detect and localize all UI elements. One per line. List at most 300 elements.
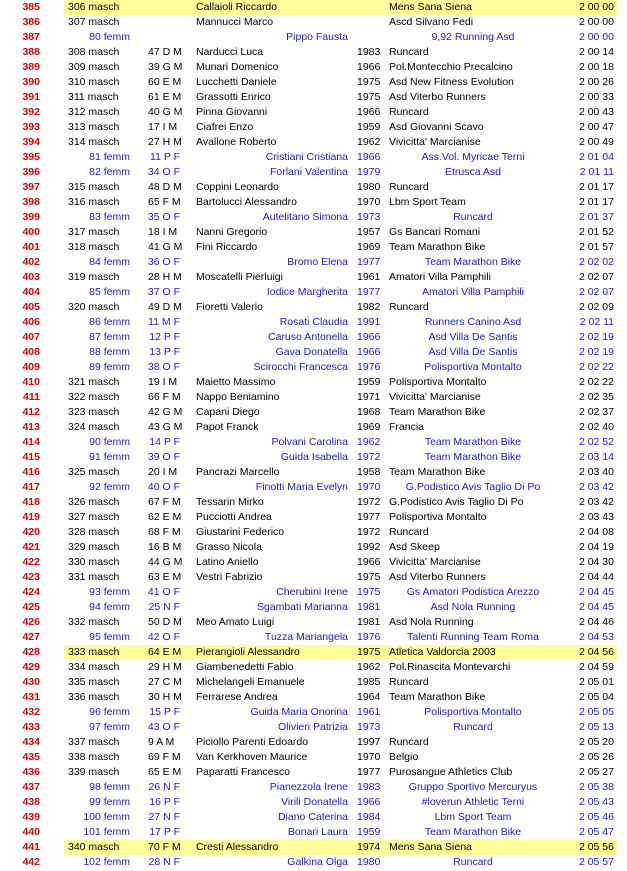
- position-cell: 403: [22, 271, 40, 283]
- table-row: [0, 465, 627, 480]
- bib-gender-cell: 336 masch: [68, 691, 120, 703]
- birth-year-cell: [357, 0, 387, 15]
- bib-gender-cell: 80 femm: [89, 31, 130, 43]
- birth-year-cell: 1966: [357, 331, 381, 343]
- bib-gender-cell: 310 masch: [68, 76, 120, 88]
- category-cell: 48 D M: [148, 181, 182, 193]
- birth-year-cell: 1983: [357, 781, 381, 793]
- club-cell: Team Marathon Bike: [424, 256, 522, 268]
- position-cell: 412: [22, 406, 40, 418]
- club-cell: Pol.Rinascita Montevarchi: [389, 661, 511, 673]
- table-row: [0, 150, 627, 165]
- category-cell: 19 I M: [148, 376, 178, 388]
- birth-year-cell: 1966: [357, 346, 381, 358]
- birth-year-cell: [357, 15, 387, 30]
- club-cell: Asd Skeep: [389, 541, 440, 553]
- table-row: [0, 435, 627, 450]
- category-cell: 42 O F: [147, 631, 180, 643]
- birth-year-cell: 1977: [357, 256, 381, 268]
- table-row: [0, 495, 627, 510]
- finish-time-cell: 2 02 19: [578, 346, 614, 358]
- category-cell: 17 I M: [148, 121, 178, 133]
- finish-time-cell: 2 05 13: [578, 721, 614, 733]
- bib-gender-cell: 307 masch: [68, 16, 120, 28]
- birth-year-cell: 1961: [357, 706, 381, 718]
- bib-gender-cell: 89 femm: [89, 361, 130, 373]
- club-cell: Polisportiva Montalto: [389, 376, 487, 388]
- bib-gender-cell: 102 femm: [83, 856, 130, 868]
- position-cell: 417: [22, 481, 40, 493]
- bib-gender-cell: 90 femm: [89, 436, 130, 448]
- finish-time-cell: 2 00 18: [578, 61, 614, 73]
- club-cell: Polisportiva Montalto: [424, 361, 522, 373]
- birth-year-cell: 1975: [357, 586, 381, 598]
- category-cell: 27 C M: [148, 676, 182, 688]
- bib-gender-cell: 326 masch: [68, 496, 120, 508]
- bib-gender-cell: 335 masch: [68, 676, 120, 688]
- athlete-name-cell: Narducci Luca: [196, 46, 264, 58]
- club-cell: Vivicitta' Marcianise: [389, 391, 481, 403]
- athlete-name-cell: Guida Isabella: [280, 451, 348, 463]
- category-cell: 27 H M: [148, 136, 182, 148]
- athlete-name-cell: Bonari Laura: [287, 826, 348, 838]
- birth-year-cell: 1966: [357, 106, 381, 118]
- club-cell: Asd Villa De Santis: [428, 346, 518, 358]
- table-row: [0, 45, 627, 60]
- club-cell: Team Marathon Bike: [389, 466, 486, 478]
- birth-year-cell: 1976: [357, 361, 381, 373]
- club-cell: Runcard: [389, 46, 429, 58]
- athlete-name-cell: Polvani Carolina: [271, 436, 348, 448]
- birth-year-cell: 1970: [357, 481, 381, 493]
- finish-time-cell: 2 03 42: [578, 481, 614, 493]
- category-cell: 50 D M: [148, 616, 182, 628]
- category-cell: 41 G M: [148, 241, 183, 253]
- athlete-name-cell: Grasso Nicola: [196, 541, 262, 553]
- finish-time-cell: 2 02 22: [578, 376, 614, 388]
- finish-time-cell: 2 02 09: [578, 301, 614, 313]
- club-cell: Runners Canino Asd: [424, 316, 522, 328]
- position-cell: 411: [23, 391, 40, 403]
- birth-year-cell: 1975: [357, 91, 381, 103]
- position-cell: 394: [22, 136, 40, 148]
- position-cell: 395: [22, 151, 40, 163]
- category-cell: 68 F M: [148, 526, 181, 538]
- table-row: [0, 825, 627, 840]
- finish-time-cell: 2 02 19: [578, 331, 614, 343]
- athlete-name-cell: Olivieri Patrizia: [277, 721, 348, 733]
- table-row: [0, 390, 627, 405]
- finish-time-cell: 2 02 40: [578, 421, 614, 433]
- birth-year-cell: 1972: [357, 496, 381, 508]
- birth-year-cell: 1975: [357, 76, 381, 88]
- position-cell: 385: [22, 1, 40, 13]
- club-cell: Mens Sana Siena: [389, 841, 472, 853]
- athlete-name-cell: Galkina Olga: [287, 856, 348, 868]
- club-cell: Asd Nola Running: [389, 616, 474, 628]
- category-cell: 42 G M: [148, 406, 183, 418]
- club-cell: Runcard: [389, 106, 429, 118]
- bib-gender-cell: 332 masch: [68, 616, 120, 628]
- bib-gender-cell: 316 masch: [68, 196, 120, 208]
- bib-gender-cell: 333 masch: [68, 646, 120, 658]
- birth-year-cell: 1975: [357, 646, 381, 658]
- category-cell: 16 P F: [149, 796, 180, 808]
- club-cell: Atletica Valdorcia 2003: [389, 646, 496, 658]
- position-cell: 426: [22, 616, 40, 628]
- table-row: [0, 660, 627, 675]
- club-cell: Team Marathon Bike: [389, 241, 486, 253]
- club-cell: Runcard: [389, 526, 429, 538]
- birth-year-cell: 1957: [357, 226, 381, 238]
- birth-year-cell: 1970: [357, 751, 381, 763]
- position-cell: 440: [22, 826, 40, 838]
- finish-time-cell: 2 05 01: [578, 676, 614, 688]
- club-cell: Runcard: [389, 676, 429, 688]
- finish-time-cell: 2 04 59: [578, 661, 614, 673]
- finish-time-cell: 2 04 45: [578, 586, 614, 598]
- table-row: [0, 750, 627, 765]
- category-cell: 70 F M: [148, 841, 181, 853]
- birth-year-cell: 1959: [357, 376, 381, 388]
- finish-time-cell: 2 01 04: [578, 151, 614, 163]
- category-cell: 26 N F: [148, 781, 180, 793]
- finish-time-cell: 2 02 52: [578, 436, 614, 448]
- birth-year-cell: 1974: [357, 841, 381, 853]
- club-cell: Amatori Villa Pamphili: [422, 286, 524, 298]
- athlete-name-cell: Guida Maria Onorina: [250, 706, 348, 718]
- category-cell: [138, 30, 180, 45]
- table-row: [0, 105, 627, 120]
- position-cell: 437: [22, 781, 40, 793]
- bib-gender-cell: 314 masch: [68, 136, 120, 148]
- birth-year-cell: 1970: [357, 196, 381, 208]
- birth-year-cell: 1958: [357, 466, 381, 478]
- athlete-name-cell: Tuzza Mariangela: [264, 631, 348, 643]
- athlete-name-cell: Virili Donatella: [281, 796, 348, 808]
- athlete-name-cell: Nanni Gregorio: [196, 226, 268, 238]
- club-cell: Asd Nola Running: [430, 601, 516, 613]
- position-cell: 422: [22, 556, 40, 568]
- position-cell: 399: [22, 211, 40, 223]
- bib-gender-cell: 81 femm: [89, 151, 130, 163]
- athlete-name-cell: Pippo Fausta: [286, 31, 348, 43]
- category-cell: 67 F M: [148, 496, 181, 508]
- bib-gender-cell: 328 masch: [68, 526, 120, 538]
- bib-gender-cell: 339 masch: [68, 766, 120, 778]
- finish-time-cell: 2 00 26: [578, 76, 614, 88]
- birth-year-cell: [357, 30, 387, 45]
- finish-time-cell: 2 04 44: [578, 571, 614, 583]
- athlete-name-cell: Lucchetti Daniele: [196, 76, 277, 88]
- club-cell: Team Marathon Bike: [424, 436, 522, 448]
- position-cell: 421: [22, 541, 40, 553]
- position-cell: 438: [22, 796, 40, 808]
- category-cell: 28 H M: [148, 271, 182, 283]
- table-row: [0, 720, 627, 735]
- athlete-name-cell: Grassotti Enrico: [196, 91, 271, 103]
- finish-time-cell: 2 05 57: [578, 856, 614, 868]
- category-cell: 60 E M: [148, 76, 182, 88]
- athlete-name-cell: Van Kerkhoven Maurice: [196, 751, 308, 763]
- club-cell: Team Marathon Bike: [424, 451, 522, 463]
- table-row: [0, 600, 627, 615]
- athlete-name-cell: Vestri Fabrizio: [196, 571, 263, 583]
- club-cell: Talenti Running Team Roma: [407, 631, 539, 643]
- position-cell: 407: [22, 331, 40, 343]
- category-cell: 18 I M: [148, 226, 178, 238]
- club-cell: Vivicitta' Marcianise: [389, 136, 481, 148]
- club-cell: Runcard: [389, 736, 429, 748]
- table-row: [0, 90, 627, 105]
- club-cell: Polisportiva Montalto: [389, 511, 487, 523]
- athlete-name-cell: Pianezzola Irene: [269, 781, 348, 793]
- birth-year-cell: 1972: [357, 451, 381, 463]
- table-row: [0, 0, 627, 15]
- category-cell: 27 N F: [148, 811, 180, 823]
- finish-time-cell: 2 04 56: [578, 646, 614, 658]
- birth-year-cell: 1973: [357, 721, 381, 733]
- category-cell: 43 G M: [148, 421, 183, 433]
- position-cell: 398: [22, 196, 40, 208]
- category-cell: 40 G M: [148, 106, 183, 118]
- position-cell: 414: [22, 436, 40, 448]
- birth-year-cell: 1962: [357, 136, 381, 148]
- birth-year-cell: 1961: [357, 271, 381, 283]
- position-cell: 387: [22, 31, 40, 43]
- club-cell: Team Marathon Bike: [389, 691, 486, 703]
- category-cell: 69 F M: [148, 751, 181, 763]
- finish-time-cell: 2 05 26: [578, 751, 614, 763]
- table-row: [0, 735, 627, 750]
- finish-time-cell: 2 02 35: [578, 391, 614, 403]
- finish-time-cell: 2 00 43: [578, 106, 614, 118]
- bib-gender-cell: 338 masch: [68, 751, 120, 763]
- club-cell: Gs Amatori Podistica Arezzo: [406, 586, 540, 598]
- finish-time-cell: 2 01 17: [578, 181, 614, 193]
- category-cell: 29 H M: [148, 661, 182, 673]
- club-cell: Runcard: [453, 211, 493, 223]
- birth-year-cell: 1977: [357, 511, 381, 523]
- table-row: [0, 345, 627, 360]
- athlete-name-cell: Sgambati Marianna: [256, 601, 348, 613]
- club-cell: Pol.Montecchio Precalcino: [389, 61, 513, 73]
- category-cell: 63 E M: [148, 571, 182, 583]
- birth-year-cell: 1992: [357, 541, 381, 553]
- club-cell: Runcard: [453, 856, 493, 868]
- finish-time-cell: 2 01 52: [578, 226, 614, 238]
- birth-year-cell: 1969: [357, 421, 381, 433]
- bib-gender-cell: 315 masch: [68, 181, 120, 193]
- bib-gender-cell: 327 masch: [68, 511, 120, 523]
- bib-gender-cell: 97 femm: [89, 721, 130, 733]
- position-cell: 410: [22, 376, 40, 388]
- birth-year-cell: 1972: [357, 526, 381, 538]
- table-row: [0, 360, 627, 375]
- position-cell: 428: [22, 646, 40, 658]
- bib-gender-cell: 99 femm: [89, 796, 130, 808]
- athlete-name-cell: Pancrazi Marcello: [196, 466, 280, 478]
- bib-gender-cell: 334 masch: [68, 661, 120, 673]
- athlete-name-cell: Bartolucci Alessandro: [196, 196, 297, 208]
- position-cell: 416: [22, 466, 40, 478]
- bib-gender-cell: 320 masch: [68, 301, 120, 313]
- finish-time-cell: 2 00 33: [578, 91, 614, 103]
- club-cell: G.Podistico Avis Taglio Di Po: [405, 481, 541, 493]
- club-cell: Belgio: [389, 751, 419, 763]
- birth-year-cell: 1981: [357, 601, 381, 613]
- athlete-name-cell: Scirocchi Francesca: [253, 361, 348, 373]
- category-cell: 62 E M: [148, 511, 182, 523]
- table-row: [0, 285, 627, 300]
- club-cell: 9,92 Running Asd: [431, 31, 515, 43]
- bib-gender-cell: 100 femm: [83, 811, 130, 823]
- table-row: [0, 525, 627, 540]
- category-cell: 41 O F: [147, 586, 180, 598]
- table-row: [0, 330, 627, 345]
- bib-gender-cell: 313 masch: [68, 121, 120, 133]
- table-row: [0, 585, 627, 600]
- bib-gender-cell: 91 femm: [89, 451, 130, 463]
- bib-gender-cell: 324 masch: [68, 421, 120, 433]
- category-cell: 34 O F: [147, 166, 180, 178]
- table-row: [0, 855, 627, 870]
- club-cell: Francia: [389, 421, 425, 433]
- bib-gender-cell: 337 masch: [68, 736, 120, 748]
- bib-gender-cell: 94 femm: [89, 601, 130, 613]
- athlete-name-cell: Cherubini Irene: [276, 586, 348, 598]
- table-row: [0, 120, 627, 135]
- athlete-name-cell: Fini Riccardo: [196, 241, 258, 253]
- finish-time-cell: 2 01 11: [579, 166, 614, 178]
- finish-time-cell: 2 00 00: [578, 16, 614, 28]
- athlete-name-cell: Ferrarese Andrea: [196, 691, 278, 703]
- club-cell: Runcard: [453, 721, 493, 733]
- table-row: [0, 375, 627, 390]
- position-cell: 424: [22, 586, 40, 598]
- position-cell: 429: [22, 661, 40, 673]
- bib-gender-cell: 84 femm: [89, 256, 130, 268]
- finish-time-cell: 2 00 47: [578, 121, 614, 133]
- table-row: [0, 765, 627, 780]
- athlete-name-cell: Autelitano Simona: [262, 211, 348, 223]
- category-cell: 43 O F: [147, 721, 180, 733]
- athlete-name-cell: Iodice Margherita: [266, 286, 348, 298]
- position-cell: 406: [22, 316, 40, 328]
- position-cell: 423: [22, 571, 40, 583]
- position-cell: 433: [22, 721, 40, 733]
- position-cell: 409: [22, 361, 40, 373]
- athlete-name-cell: Cristiani Cristiana: [265, 151, 348, 163]
- table-row: [0, 540, 627, 555]
- position-cell: 415: [22, 451, 40, 463]
- bib-gender-cell: 83 femm: [89, 211, 130, 223]
- category-cell: 9 A M: [148, 736, 175, 748]
- club-cell: Polisportiva Montalto: [424, 706, 522, 718]
- bib-gender-cell: 331 masch: [68, 571, 120, 583]
- athlete-name-cell: Munari Domenico: [196, 61, 279, 73]
- position-cell: 436: [22, 766, 40, 778]
- finish-time-cell: 2 02 22: [578, 361, 614, 373]
- finish-time-cell: 2 04 53: [578, 631, 614, 643]
- position-cell: 427: [22, 631, 40, 643]
- finish-time-cell: 2 05 27: [578, 766, 614, 778]
- finish-time-cell: 2 01 37: [578, 211, 614, 223]
- position-cell: 439: [22, 811, 40, 823]
- finish-time-cell: 2 00 00: [578, 1, 614, 13]
- table-row: [0, 510, 627, 525]
- club-cell: Runcard: [389, 181, 429, 193]
- finish-time-cell: 2 00 00: [578, 31, 614, 43]
- position-cell: 388: [22, 46, 40, 58]
- athlete-name-cell: Piciollo Parenti Edoardo: [196, 736, 309, 748]
- position-cell: 425: [22, 601, 40, 613]
- category-cell: 39 G M: [148, 61, 183, 73]
- finish-time-cell: 2 02 07: [578, 271, 614, 283]
- finish-time-cell: 2 03 40: [578, 466, 614, 478]
- category-cell: 11 M F: [148, 316, 180, 328]
- category-cell: 35 O F: [147, 211, 180, 223]
- birth-year-cell: 1977: [357, 286, 381, 298]
- position-cell: 432: [22, 706, 40, 718]
- position-cell: 390: [22, 76, 40, 88]
- birth-year-cell: 1969: [357, 241, 381, 253]
- bib-gender-cell: 330 masch: [68, 556, 120, 568]
- club-cell: Team Marathon Bike: [389, 406, 486, 418]
- category-cell: 65 E M: [148, 766, 182, 778]
- category-cell: 64 E M: [148, 646, 182, 658]
- finish-time-cell: 2 01 17: [578, 196, 614, 208]
- club-cell: Mens Sana Siena: [389, 1, 472, 13]
- athlete-name-cell: Maietto Massimo: [196, 376, 276, 388]
- position-cell: 434: [22, 736, 40, 748]
- bib-gender-cell: 311 masch: [68, 91, 119, 103]
- table-row: [0, 15, 627, 30]
- bib-gender-cell: 321 masch: [68, 376, 120, 388]
- table-row: [0, 450, 627, 465]
- table-row: [0, 315, 627, 330]
- position-cell: 393: [22, 121, 40, 133]
- club-cell: Asd New Fitness Evolution: [389, 76, 514, 88]
- birth-year-cell: 1959: [357, 121, 381, 133]
- finish-time-cell: 2 00 14: [578, 46, 614, 58]
- club-cell: Lbm Sport Team: [389, 196, 466, 208]
- position-cell: 392: [22, 106, 40, 118]
- bib-gender-cell: 309 masch: [68, 61, 120, 73]
- table-row: [0, 705, 627, 720]
- birth-year-cell: 1984: [357, 811, 381, 823]
- athlete-name-cell: Pinna Giovanni: [196, 106, 268, 118]
- finish-time-cell: 2 03 43: [578, 511, 614, 523]
- category-cell: 66 F M: [148, 391, 181, 403]
- position-cell: 405: [22, 301, 40, 313]
- club-cell: Ass.Vol. Myricae Terni: [421, 151, 525, 163]
- position-cell: 401: [22, 241, 40, 253]
- club-cell: Team Marathon Bike: [424, 826, 522, 838]
- birth-year-cell: 1959: [357, 826, 381, 838]
- bib-gender-cell: 87 femm: [89, 331, 130, 343]
- athlete-name-cell: Moscatelli Pierluigi: [196, 271, 283, 283]
- athlete-name-cell: Callaioli Riccardo: [196, 1, 278, 13]
- position-cell: 396: [22, 166, 40, 178]
- club-cell: G.Podistico Avis Taglio Di Po: [389, 496, 524, 508]
- position-cell: 404: [22, 286, 40, 298]
- athlete-name-cell: Giambenedetti Fabio: [196, 661, 294, 673]
- finish-time-cell: 2 01 57: [578, 241, 614, 253]
- category-cell: 36 O F: [147, 256, 180, 268]
- table-row: [0, 810, 627, 825]
- table-row: [0, 615, 627, 630]
